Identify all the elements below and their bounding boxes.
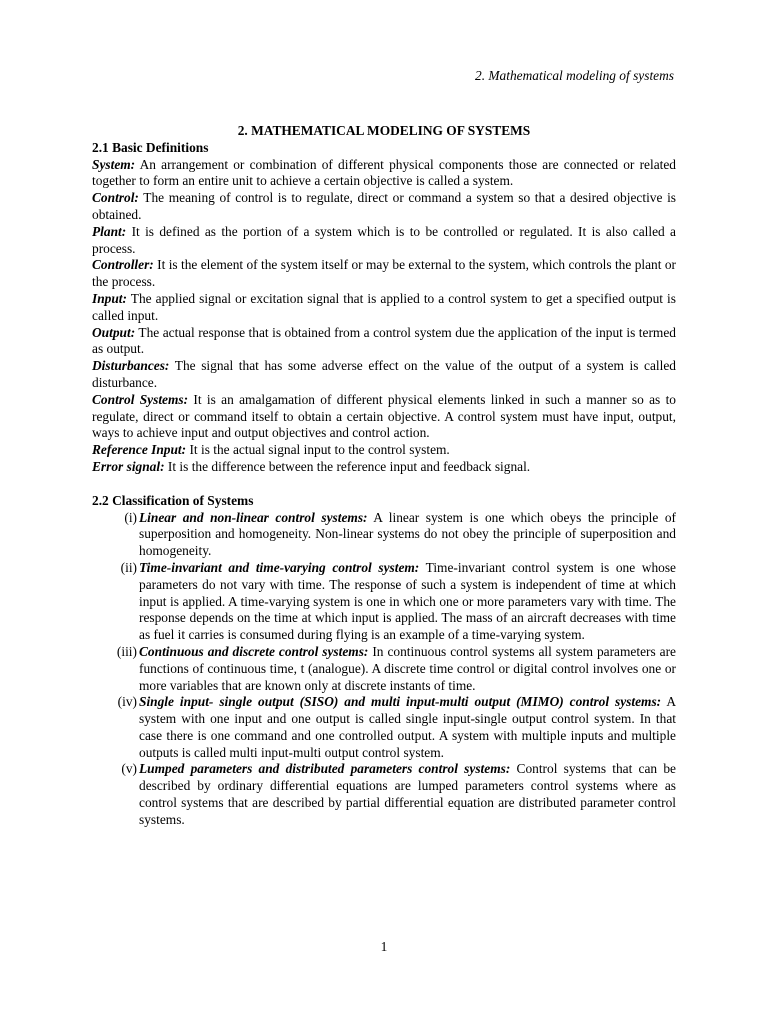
item-number: (i) — [124, 509, 137, 525]
definition-text: It is the difference between the reference input and feedback signal. — [164, 458, 531, 474]
classification-item — [92, 644, 676, 694]
definition-text: It is the element of the system itself or may be external to the system, which controls the plant or the process. — [92, 257, 676, 290]
item-text: In continuous control systems all system parameters are functions of continuous time, t (analogue). A discrete time control or digital control involves one or more variables that are known only at discrete instants of time. — [139, 643, 676, 693]
definition-input — [92, 291, 676, 325]
definition-term: Reference Input: — [92, 442, 187, 458]
item-number: (iv) — [117, 694, 137, 710]
classification-item — [92, 694, 676, 761]
section-heading-classification: 2.2 Classification of Systems — [92, 492, 254, 508]
classification-item — [92, 510, 676, 560]
definition-term: System: — [92, 156, 136, 172]
definition-term: Output: — [92, 324, 136, 340]
definition-plant — [92, 224, 676, 258]
item-term: Single input- single output (SISO) and multi input-multi output (MIMO) control systems: — [139, 694, 662, 710]
item-body — [138, 761, 676, 828]
running-header: 2. Mathematical modeling of systems — [475, 68, 674, 83]
definition-text: The applied signal or excitation signal that is applied to a control system to get a specified output is called input. — [92, 290, 676, 323]
item-text: Control systems that can be described by ordinary differential equations are lumped parameters control systems where as control systems that are described by partial differential equation are distributed parameter control systems. — [139, 761, 676, 827]
classification-list — [92, 510, 676, 829]
document-title: 2. MATHEMATICAL MODELING OF SYSTEMS — [237, 123, 531, 138]
definition-term: Control: — [92, 190, 139, 206]
page-content — [92, 123, 676, 829]
classification-item — [92, 560, 676, 644]
item-text: A system with one input and one output is called single input-single output control system. In that case there is one command and one controlled output. A system with multiple inputs and multiple outputs is called multi input-multi output control system. — [139, 694, 676, 760]
section-spacer — [92, 476, 676, 493]
item-number: (iii) — [116, 643, 137, 659]
definition-term: Disturbances: — [92, 358, 170, 374]
definition-control-systems — [92, 392, 676, 442]
page-number: 1 — [380, 939, 388, 954]
definition-text: It is an amalgamation of different physical elements linked in such a manner so as to regulate, direct or command itself to obtain a certain objective. A control system must have input, output, ways to achieve input and output objectives and control action. — [92, 391, 676, 441]
classification-item — [92, 761, 676, 828]
definition-text: The signal that has some adverse effect on the value of the output of a system is called disturbance. — [92, 358, 676, 390]
item-text: Time-invariant control system is one whose parameters do not vary with time. The response of such a system is independent of time at which input is applied. A time-varying system is one in which one or more parameters vary with time. The response depends on the time at which input is applied. The mass of an aircraft decreases with time as fuel it carries is consumed during flying is an example of a time-varying system. — [139, 559, 676, 643]
item-term: Continuous and discrete control systems: — [139, 643, 369, 659]
definition-term: Control Systems: — [92, 391, 189, 407]
item-term: Time-invariant and time-varying control system: — [139, 559, 420, 575]
definitions-list — [92, 157, 676, 476]
definition-control — [92, 190, 676, 224]
item-text: A linear system is one which obeys the principle of superposition and homogeneity. Non-linear systems do not obey the principle of superposition and homogeneity. — [139, 509, 677, 559]
item-body — [138, 560, 676, 644]
item-term: Linear and non-linear control systems: — [139, 509, 368, 525]
definition-term: Controller: — [92, 257, 154, 273]
definition-controller — [92, 257, 676, 291]
definition-text: The meaning of control is to regulate, direct or command a system so that a desired objective is obtained. — [92, 190, 676, 222]
definition-disturbances — [92, 358, 676, 392]
definition-text: The actual response that is obtained from a control system due the application of the input is termed as output. — [92, 324, 676, 357]
definition-reference-input — [92, 442, 676, 459]
definition-text: An arrangement or combination of different physical components those are connected or related together to form an entire unit to achieve a certain objective is called a system. — [92, 156, 676, 189]
definition-output — [92, 325, 676, 359]
definition-system — [92, 157, 676, 191]
item-term: Lumped parameters and distributed parameters control systems: — [139, 761, 511, 777]
definition-term: Input: — [92, 290, 127, 306]
definition-error-signal — [92, 459, 676, 476]
definition-term: Error signal: — [92, 458, 165, 474]
item-body — [138, 510, 676, 560]
definition-text: It is the actual signal input to the control system. — [186, 442, 450, 458]
item-body — [138, 644, 676, 694]
section-heading-basic-definitions: 2.1 Basic Definitions — [92, 139, 209, 155]
item-body — [138, 694, 676, 761]
item-number: (ii) — [120, 559, 137, 575]
definition-term: Plant: — [92, 223, 127, 239]
definition-text: It is defined as the portion of a system which is to be controlled or regulated. It is also called a process. — [92, 223, 676, 256]
item-number: (v) — [121, 761, 137, 777]
